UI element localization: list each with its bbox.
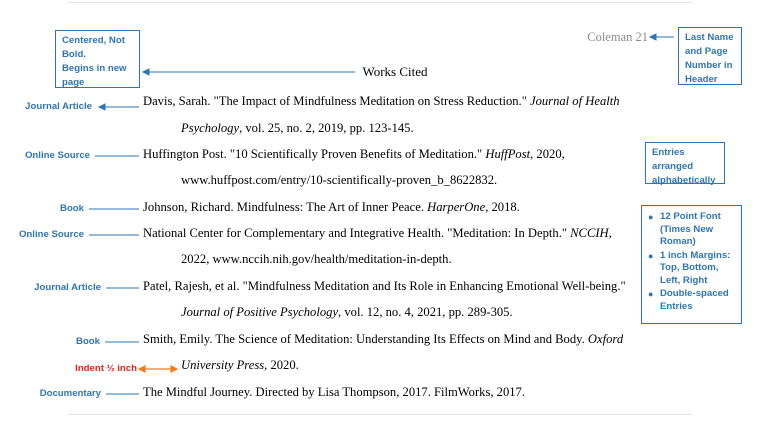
centered-note-box bbox=[55, 30, 140, 88]
entry-text: Davis, Sarah. "The Impact of Mindfulness Meditation on Stress Reduction." bbox=[143, 94, 530, 108]
note-line: (Times New bbox=[660, 223, 714, 235]
entry-text: , vol. 25, no. 2, 2019, pp. 123-145. bbox=[239, 121, 414, 135]
entry-line bbox=[181, 358, 299, 373]
works-cited-title: Works Cited bbox=[362, 64, 428, 79]
entry-text: , vol. 12, no. 4, 2021, pp. 289-305. bbox=[338, 305, 513, 319]
note-line: Number in bbox=[685, 60, 733, 71]
note-line: arranged bbox=[652, 161, 694, 172]
entry-line bbox=[181, 305, 513, 320]
entry-text: , bbox=[608, 226, 612, 240]
bullet-icon: ● bbox=[648, 289, 654, 299]
label-journal-article: Journal Article bbox=[25, 101, 92, 112]
note-line: Bold. bbox=[62, 49, 86, 60]
arrow-head-icon bbox=[139, 366, 145, 372]
indent-arrow bbox=[139, 366, 177, 372]
arrow-head-icon bbox=[650, 34, 656, 40]
label-book: Book bbox=[76, 336, 100, 347]
page-bottom-edge bbox=[68, 414, 692, 415]
entry-text: , 2020. bbox=[264, 358, 299, 372]
entry-text: The Mindful Journey. Directed by Lisa Thompson, 2017. FilmWorks, 2017. bbox=[143, 385, 526, 399]
alphabetical-note-box bbox=[645, 142, 725, 184]
label-journal-article: Journal Article bbox=[34, 282, 101, 293]
header-note-box bbox=[678, 27, 742, 85]
entry-text: Patel, Rajesh, et al. "Mindfulness Meditation and Its Role in Enhancing Emotional Well-being." bbox=[143, 279, 626, 293]
label-online-source: Online Source bbox=[24, 150, 90, 161]
note-line: Last Name bbox=[685, 32, 734, 43]
note-line: Entries bbox=[660, 300, 693, 312]
note-line: Begins in new bbox=[62, 63, 127, 74]
arrow-head-icon bbox=[143, 69, 149, 75]
note-line: and Page bbox=[685, 46, 728, 57]
format-bullet bbox=[646, 288, 737, 313]
note-line: Double-spaced bbox=[660, 288, 729, 299]
entry-text: Johnson, Richard. Mindfulness: The Art of Inner Peace. bbox=[143, 200, 428, 214]
entry-text: , 2020, bbox=[530, 147, 565, 161]
entry-line bbox=[181, 121, 414, 136]
entry-text: www.huffpost.com/entry/10-scientifically-proven_b_8622832. bbox=[181, 173, 498, 187]
italic-text: Oxford bbox=[587, 332, 624, 346]
italic-text: Psychology bbox=[181, 121, 240, 135]
entry-text: Smith, Emily. The Science of Meditation: Understanding Its Effects on Mind and Body. bbox=[143, 332, 588, 346]
note-line: Centered, Not bbox=[62, 35, 125, 46]
entry-line bbox=[143, 94, 620, 109]
italic-text: University Press bbox=[181, 358, 265, 372]
label-documentary: Documentary bbox=[39, 388, 101, 399]
italic-text: HuffPost bbox=[485, 147, 531, 161]
note-line: Header bbox=[685, 74, 718, 85]
page-top-edge bbox=[68, 2, 692, 3]
arrow-head-icon bbox=[99, 104, 105, 110]
italic-text: HarperOne bbox=[427, 200, 486, 214]
entry-text: , 2018. bbox=[485, 200, 520, 214]
note-line: page bbox=[62, 77, 85, 88]
entry-text: National Center for Complementary and Integrative Health. "Meditation: In Depth." bbox=[143, 226, 571, 240]
italic-text: NCCIH bbox=[570, 226, 609, 240]
entry-line bbox=[181, 173, 497, 188]
entry-text: Huffington Post. "10 Scientifically Proven Benefits of Meditation." bbox=[143, 147, 486, 161]
bullet-icon: ● bbox=[648, 212, 654, 222]
label-online-source: Online Source bbox=[18, 229, 84, 240]
entry-line bbox=[143, 147, 565, 162]
note-line: 1 inch Margins: bbox=[660, 249, 731, 261]
note-line: Entries bbox=[652, 147, 685, 158]
arrow-head-icon bbox=[171, 366, 177, 372]
entry-line bbox=[143, 385, 525, 400]
entry-line bbox=[143, 226, 612, 241]
entry-line bbox=[143, 332, 623, 347]
format-note-box bbox=[641, 205, 742, 324]
note-line: 12 Point Font bbox=[660, 211, 721, 222]
note-line: Left, Right bbox=[660, 274, 708, 286]
note-line: Roman) bbox=[660, 236, 696, 247]
entry-text: 2022, www.nccih.nih.gov/health/meditation-in-depth. bbox=[181, 252, 452, 266]
format-bullet bbox=[646, 250, 737, 288]
label-indent: Indent ½ inch bbox=[75, 363, 137, 374]
entry-line bbox=[143, 279, 626, 294]
note-line: alphabetically bbox=[652, 175, 716, 186]
italic-text: Journal of Health bbox=[529, 94, 620, 108]
entry-line bbox=[181, 252, 452, 267]
note-line: Top, Bottom, bbox=[660, 262, 719, 273]
label-book: Book bbox=[60, 203, 84, 214]
italic-text: Journal of Positive Psychology bbox=[181, 305, 339, 319]
bullet-icon: ● bbox=[648, 250, 654, 261]
entry-line bbox=[143, 200, 520, 215]
running-header: Coleman 21 bbox=[587, 30, 648, 44]
format-bullet bbox=[646, 211, 737, 249]
